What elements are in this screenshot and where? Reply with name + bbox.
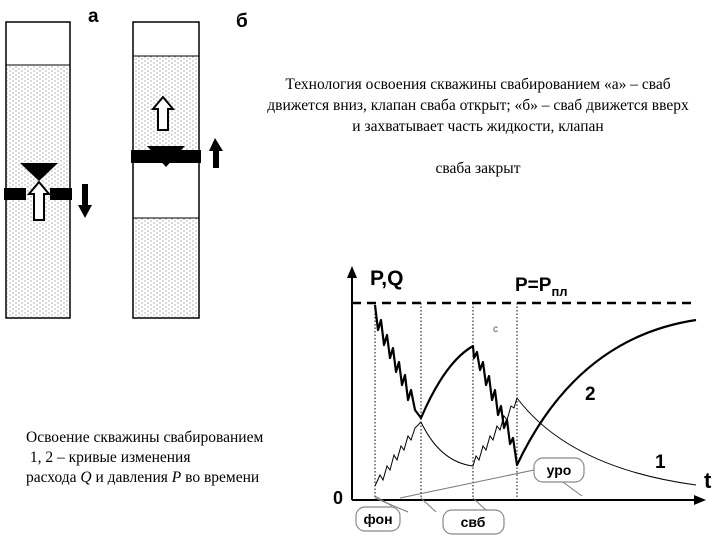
curve-1-label: 1 bbox=[655, 452, 666, 473]
small-mark: c bbox=[493, 324, 498, 335]
swab-technology-caption-line1: Технология освоения скважины свабированием «а» – сваб движется вниз, клапан сваба открыт; «б» – сваб движется вверх и захватывает часть жидкости, клапан bbox=[267, 76, 689, 135]
callout-svb-label: свб bbox=[460, 514, 486, 530]
callout-uro-pointer-1 bbox=[400, 470, 534, 498]
curve-2 bbox=[375, 305, 696, 465]
well-b-liquid-below bbox=[134, 218, 198, 317]
callout-fon bbox=[356, 496, 400, 531]
well-a-label: а bbox=[88, 6, 99, 27]
swab-technology-caption-line2: сваба закрыт bbox=[435, 160, 521, 177]
graph-caption bbox=[26, 428, 326, 488]
origin-label: 0 bbox=[333, 488, 344, 508]
graph-caption-q: Q bbox=[80, 469, 92, 486]
y-axis-label: P,Q bbox=[370, 267, 404, 290]
well-a-swab-right bbox=[50, 188, 72, 200]
well-b bbox=[131, 11, 248, 318]
callout-uro bbox=[400, 458, 584, 498]
curve-2-label: 2 bbox=[585, 384, 596, 405]
pressure-label: $P=P_{пл}$ bbox=[515, 275, 568, 299]
graph-caption-line3 bbox=[26, 468, 326, 488]
x-axis-arrow-icon bbox=[694, 495, 706, 505]
well-a bbox=[4, 6, 99, 318]
graph-caption-line1: Освоение скважины свабированием bbox=[26, 429, 264, 446]
graph-caption-line3-pre: расхода bbox=[26, 469, 81, 486]
graph-caption-line2: 1, 2 – кривые изменения bbox=[26, 449, 191, 466]
swab-technology-caption bbox=[262, 74, 694, 179]
well-a-swab-left bbox=[4, 188, 26, 200]
x-axis-label: t bbox=[704, 468, 712, 493]
graph-caption-p: P bbox=[171, 469, 182, 486]
well-b-up-solid-arrow-icon bbox=[209, 138, 223, 168]
callout-fon-label: фон bbox=[363, 511, 393, 527]
well-a-down-arrow-icon bbox=[78, 184, 92, 218]
well-b-label: б bbox=[236, 11, 248, 32]
callout-uro-label: уро bbox=[546, 462, 572, 478]
graph-caption-line3-post: во времени bbox=[181, 469, 260, 486]
graph-caption-line3-mid: и давления bbox=[91, 469, 172, 486]
graph bbox=[333, 266, 712, 534]
y-axis-arrow-icon bbox=[347, 266, 357, 278]
